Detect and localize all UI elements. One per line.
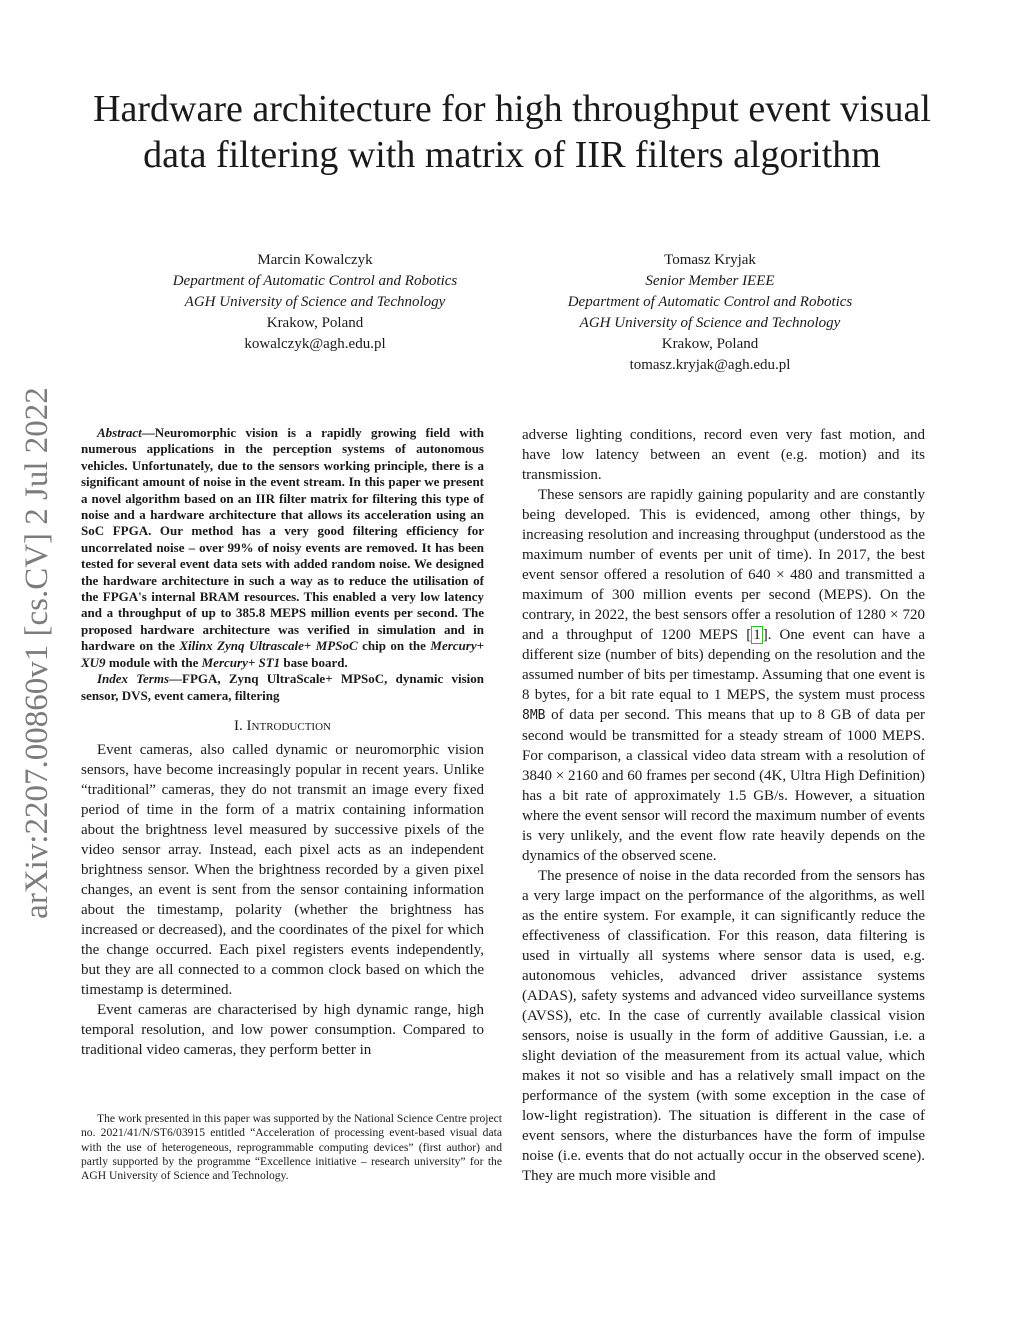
author-block-2: [510, 250, 910, 376]
author-name: Tomasz Kryjak: [664, 252, 756, 268]
body-paragraph: Event cameras, also called dynamic or neuromorphic vision sensors, have become increasingly popular in recent years. Unlike “traditional” cameras, they do not transmit an image every fixed period of time in the form of a matrix containing information about the brightness level measured by successive pixels of the video sensor array. Instead, each pixel acts as an independent brightness sensor. When the brightness recorded by a given pixel changes, an event is sent from the sensor containing information about the timestamp, polarity (whether the brightness has increased or decreased), and the coordinates of the pixel for which the change occurred. Each pixel registers events independently, but they are all connected to a common clock based on which the timestamp is determined.: [81, 741, 484, 998]
author-email: kowalczyk@agh.edu.pl: [244, 336, 386, 352]
author-role: Senior Member IEEE: [645, 273, 775, 289]
section-heading: I. Introduction: [234, 717, 331, 734]
paper-title: Hardware architecture for high throughput event visual data filtering with matrix of IIR filters algorithm: [93, 88, 931, 176]
author-department: Department of Automatic Control and Robotics: [567, 294, 853, 310]
body-paragraph: These sensors are rapidly gaining popularity and are constantly being developed. This is evidenced, among other things, by increasing resolution and increasing throughput (understood as the maximum number of events per unit of time). In 2017, the best event sensor offered a resolution of 640 × 480 and transmitted a maximum of 300 million events per second (MEPS). On the contrary, in 2022, the best sensors offer a resolution of 1280 × 720 and a throughput of 1200 MEPS [ 1 ]. One event can have a different size (number of bits) depending on the resolution and the assumed number of bits per timestamp. Assuming that one event is 8 bytes, for a bit rate equal to 1 MEPS, the system must process 8MB of data per second. This means that up to 8 GB of data per second would be transmitted for a steady stream of 1000 MEPS. For comparison, a classical video data stream with a resolution of 3840 × 2160 and 60 frames per second (4K, Ultra High Definition) has a bit rate of approximately 1.5 GB/s. However, a situation where the event sensor will record the maximum number of events is very unlikely, and the event flow rate heavily depends on the dynamics of the observed scene.: [522, 487, 925, 864]
author-city: Krakow, Poland: [266, 315, 364, 331]
right-column: [522, 425, 925, 1186]
author-name: Marcin Kowalczyk: [257, 252, 373, 268]
abstract-module: Mercury+ XU9: [81, 638, 485, 670]
body-paragraph: Event cameras are characterised by high dynamic range, high temporal resolution, and low power consumption. Compared to traditional video cameras, they perform better in: [81, 1001, 484, 1058]
author-email: tomasz.kryjak@agh.edu.pl: [629, 357, 791, 373]
author-city: Krakow, Poland: [661, 336, 759, 352]
index-terms-label: Index Terms: [97, 671, 170, 687]
index-terms-text: —FPGA, Zynq UltraScale+ MPSoC, dynamic vision sensor, DVS, event camera, filtering: [81, 671, 484, 703]
author-university: AGH University of Science and Technology: [579, 315, 841, 331]
arxiv-side-label: arXiv:2207.00860v1 [cs.CV] 2 Jul 2022: [19, 387, 55, 919]
left-column: [81, 425, 484, 1060]
author-block-1: [115, 250, 515, 355]
author-university: AGH University of Science and Technology: [184, 294, 446, 310]
citation-link[interactable]: 1: [753, 627, 761, 643]
abstract-label: Abstract: [97, 425, 142, 440]
body-paragraph: adverse lighting conditions, record even very fast motion, and have low latency between an event (e.g. motion) and its transmission.: [522, 427, 925, 483]
index-terms: [81, 671, 484, 704]
abstract-chip: Xilinx Zynq Ultrascale+ MPSoC: [179, 638, 358, 654]
abstract-text: —Neuromorphic vision is a rapidly growing field with numerous applications in the perception systems of autonomous vehicles. Unfortunately, due to the sensors working principle, there is a significant amount of noise in the event stream. In this paper we present a novel algorithm based on an IIR filter matrix for filtering this type of noise and a hardware architecture that allows its acceleration using an SoC FPGA. Our method has a very good filtering efficiency for uncorrelated noise – over 99% of noisy events are removed. It has been tested for several event data sets with added random noise. We designed the hardware architecture in such a way as to reduce the utilisation of the FPGA's internal BRAM resources. This enabled a very low latency and a throughput of up to 385.8 MEPS million events per second. The proposed hardware architecture was verified in simulation and in hardware on the: [81, 425, 484, 654]
abstract: Abstract—Neuromorphic vision is a rapidly growing field with numerous applications in the perception systems of autonomous vehicles. Unfortunately, due to the sensors working principle, there is a significant amount of noise in the event stream. In this paper we present a novel algorithm based on an IIR filter matrix for filtering this type of noise and a hardware architecture that allows its acceleration using an SoC FPGA. Our method has a very good filtering efficiency for uncorrelated noise – over 99% of noisy events are removed. It has been tested for several event data sets with added random noise. We designed the hardware architecture in such a way as to reduce the utilisation of the FPGA's internal BRAM resources. This enabled a very low latency and a throughput of up to 385.8 MEPS million events per second. The proposed hardware architecture was verified in simulation and in hardware on the Xilinx Zynq Ultrascale+ MPSoC chip on the Mercury+ XU9 module with the Mercury+ ST1 base board.: [81, 425, 485, 670]
abstract-board: Mercury+ ST1: [201, 654, 281, 670]
author-department: Department of Automatic Control and Robotics: [172, 273, 458, 289]
body-paragraph: The presence of noise in the data recorded from the sensors has a very large impact on the performance of the algorithms, as well as the entire system. For example, it can significantly reduce the effectiveness of classification. For this reason, data filtering is used in virtually all systems where sensor data is used, e.g. autonomous vehicles, advanced driver assistance systems (ADAS), safety systems and advanced video surveillance systems (AVSS), etc. In the case of currently available classical vision sensors, noise is usually in the form of additive Gaussian, i.e. a slight deviation of the measurement from its actual value, which makes it not so visible and has a relatively small impact on the performance of the system (with some exception in the case of low-light registration). The situation is different in the case of event sensors, where the disturbances have the form of impulse noise (i.e. events that do not actually occur in the observed scene). They are much more visible and: [522, 868, 925, 1184]
footnote: The work presented in this paper was supported by the National Science Centre project no. 2021/41/N/ST6/03915 entitled “Acceleration of processing event-based visual data with the use of heterogeneous, reprogrammable computing devices” (first author) and partly supported by the programme “Excellence initiative – research university” for the AGH University of Science and Technology.: [81, 1112, 502, 1183]
